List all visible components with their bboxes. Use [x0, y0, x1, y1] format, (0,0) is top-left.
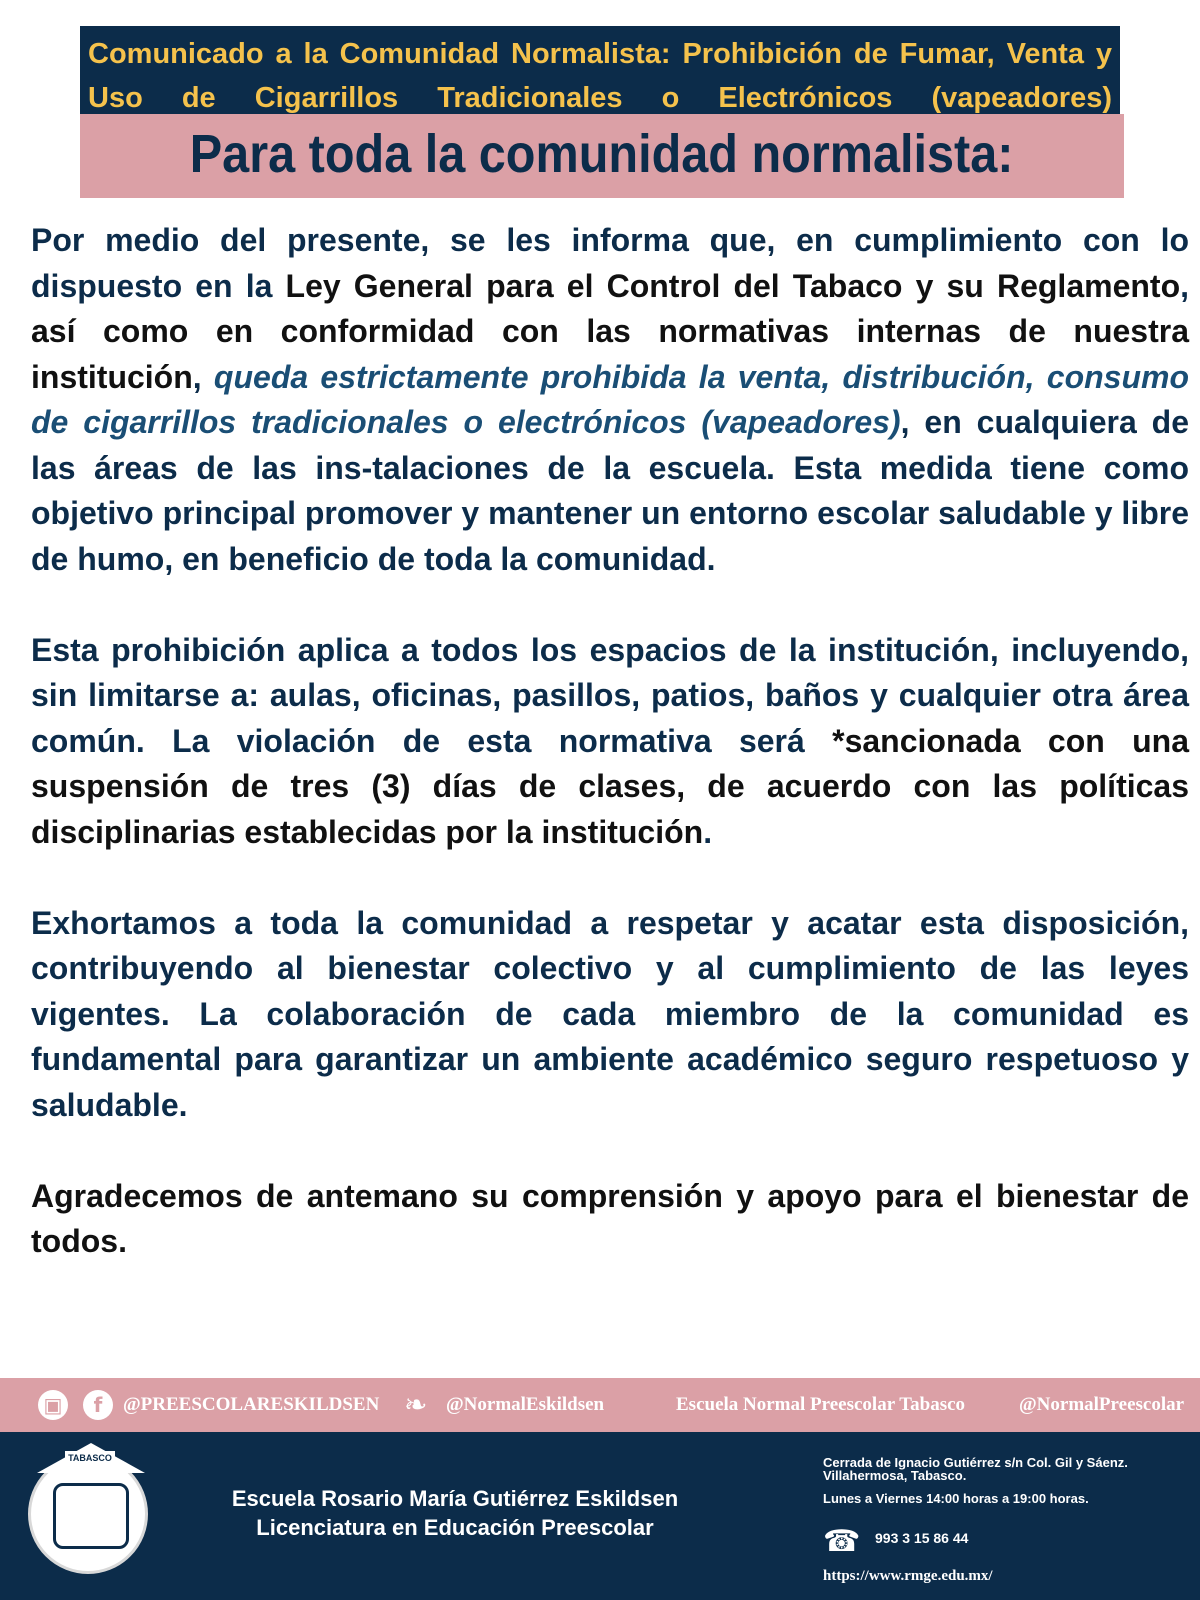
phone-number[interactable]: 993 3 15 86 44 [875, 1530, 969, 1546]
header-title: Comunicado a la Comunidad Normalista: Prohibición de Fumar, Venta y Uso de Cigarrillos Tradicionales o Electrónicos (vapeadores) [80, 26, 1120, 114]
website-link[interactable]: https://www.rmge.edu.mx/ [823, 1568, 993, 1584]
facebook-handle[interactable]: @PREESCOLARESKILDSEN [123, 1394, 380, 1415]
paragraph-3: Exhortamos a toda la comunidad a respetar y acatar esta disposición, contribuyendo al bienestar colectivo y al cumplimiento de las leyes vigentes. La colaboración de cada miembro de la comunidad es fundamental para garantizar un ambiente académico seguro respetuoso y saludable. [31, 904, 1189, 1123]
p1-normatives: así como en conformidad con las normativas internas de nuestra institución [31, 313, 1189, 395]
telephone-icon: ☎ [823, 1524, 861, 1559]
p1-prohibition: queda estrictamente prohibida la venta, distribución, consumo de cigarrillos tradicionales o electrónicos (vapeadores) [31, 358, 1190, 440]
social-handle[interactable]: @NormalPreescolar [1019, 1394, 1185, 1415]
paragraph-1 [31, 218, 1189, 582]
footer [0, 1432, 1200, 1600]
notice-body [31, 218, 1189, 1310]
banner-heading-text: Para toda la comunidad normalista: [190, 124, 1014, 184]
twitter-handle[interactable]: @NormalEskildsen [446, 1394, 605, 1415]
p2-period: . [703, 813, 713, 850]
instagram-icon[interactable]: ▣ [38, 1390, 68, 1420]
address-line-2: Villahermosa, Tabasco. [823, 1468, 967, 1483]
contact-info [823, 1456, 1183, 1505]
logo-tag: TABASCO [65, 1451, 115, 1465]
logo-emblem [53, 1483, 129, 1549]
p1-comma: , [1180, 267, 1189, 304]
paragraph-4: Agradecemos de antemano su comprensión y apoyo para el bienestar de todos. [31, 1177, 1189, 1259]
address-line-1: Cerrada de Ignacio Gutiérrez s/n Col. Gil y Sáenz. [823, 1455, 1128, 1470]
school-logo [28, 1454, 148, 1574]
p1-comma-2: , [192, 358, 214, 395]
p1-rest: , en cualquiera de las áreas de las ins-talaciones de la escuela. Esta medida tiene como objetivo principal promover y mantener un entorno escolar saludable y libre de humo, en beneficio de toda la comunidad. [31, 404, 1190, 577]
school-info [190, 1484, 720, 1542]
page-name[interactable]: Escuela Normal Preescolar Tabasco [676, 1394, 966, 1415]
school-name: Escuela Rosario María Gutiérrez Eskildsen [231, 1486, 679, 1511]
facebook-icon[interactable]: f [83, 1390, 113, 1420]
p1-law-name: Ley General para el Control del Tabaco y su Reglamento [285, 267, 1181, 304]
p2-sanction: *sancionada con una suspensión de tres (3) días de clases, de acuerdo con las políticas disciplinarias establecidas por la institución [31, 722, 1190, 850]
paragraph-2 [31, 628, 1189, 856]
degree-name: Licenciatura en Educación Preescolar [256, 1515, 654, 1540]
twitter-icon[interactable]: ❧ [404, 1388, 428, 1421]
banner-heading [80, 114, 1124, 198]
social-bar [0, 1378, 1200, 1432]
p1-intro: Por medio del presente, se les informa que, en cumplimiento con lo dispuesto en la [31, 222, 1189, 304]
office-hours: Lunes a Viernes 14:00 horas a 19:00 horas. [823, 1491, 1089, 1506]
p2-intro: Esta prohibición aplica a todos los espacios de la institución, incluyendo, sin limitarse a: aulas, oficinas, pasillos, patios, baños y cualquier otra área común. La violación de esta normativa será [31, 631, 1189, 759]
